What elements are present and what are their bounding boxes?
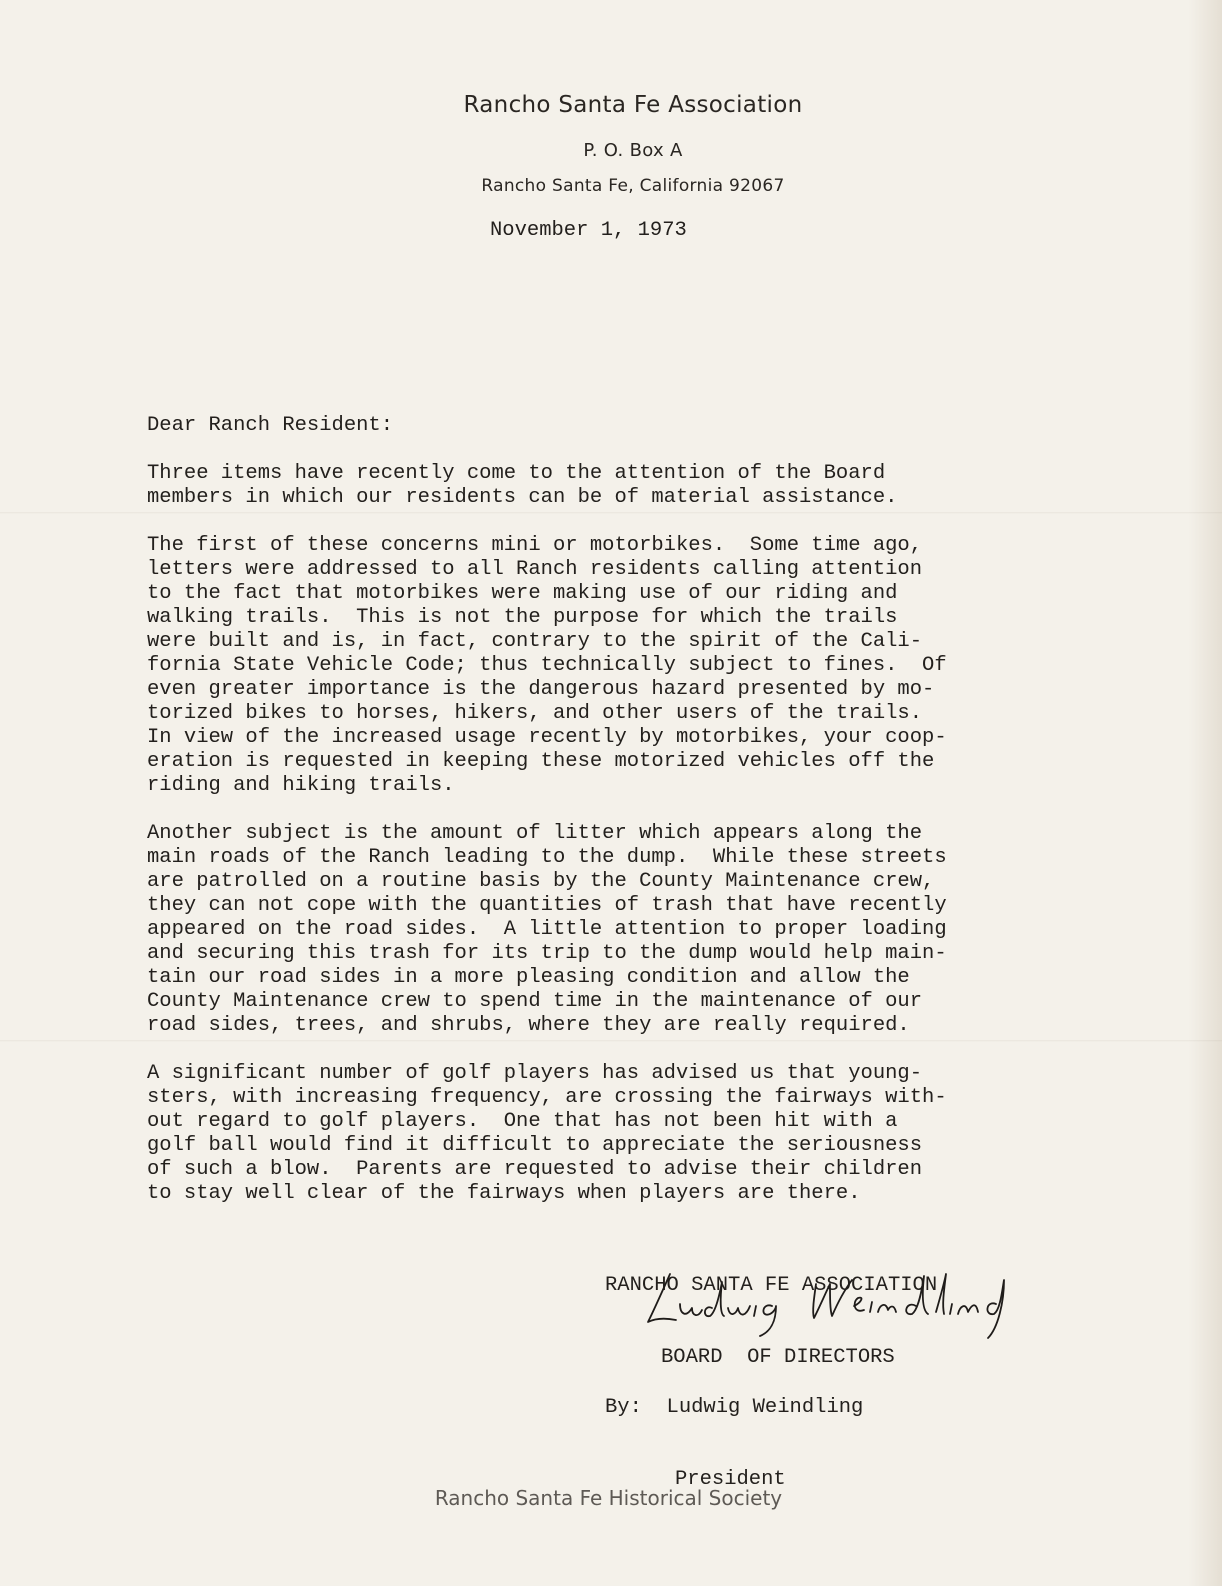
- signer-line: [605, 1396, 863, 1420]
- paragraph-golf: A significant number of golf players has advised us that young- sters, with increasing frequency, are crossing the fairways with- out regard to golf players. One that has not been hit with a golf ball would find it difficult to appreciate the seriousness of such a blow. Parents are requested to advise their children to stay well clear of the fairways when players are there.: [147, 1062, 947, 1205]
- by-label: By:: [605, 1396, 642, 1419]
- letterhead-address: Rancho Santa Fe, California 92067: [481, 176, 785, 196]
- signer-name: Ludwig Weindling: [666, 1396, 864, 1419]
- paragraph-litter: Another subject is the amount of litter which appears along the main roads of the Ranch leading to the dump. While these streets are patrolled on a routine basis by the County Maintenance crew, they can not cope with the quantities of trash that have recently appeared on the road sides. A little attention to proper loading and securing this trash for its trip to the dump would help main- tain our road sides in a more pleasing condition and allow the County Maintenance crew to spend time in the maintenance of our road sides, trees, and shrubs, where they are really required.: [147, 822, 947, 1037]
- paragraph-motorbikes: The first of these concerns mini or motorbikes. Some time ago, letters were addressed to all Ranch residents calling attention to the fact that motorbikes were making use of our riding and walking trails. This is not the purpose for which the trails were built and is, in fact, contrary to the spirit of the Cali- fornia State Vehicle Code; thus technically subject to fines. Of even greater importance is the dangerous hazard presented by mo- torized bikes to horses, hikers, and other users of the trails. In view of the increased usage recently by motorbikes, your coop- eration is requested in keeping these motorized vehicles off the riding and hiking trails.: [147, 534, 947, 797]
- closing-board: BOARD OF DIRECTORS: [661, 1346, 895, 1369]
- paper-fold: [0, 512, 1222, 514]
- letterhead-organization: Rancho Santa Fe Association: [463, 92, 803, 118]
- signer-title: President: [675, 1468, 786, 1491]
- signer-block: [605, 1348, 863, 1540]
- salutation: Dear Ranch Resident:: [147, 414, 394, 437]
- letter-date: November 1, 1973: [490, 219, 687, 242]
- letterhead-po-box: P. O. Box A: [583, 140, 683, 161]
- handwritten-signature: [640, 1262, 1080, 1342]
- paragraph-intro: Three items have recently come to the attention of the Board members in which our residents can be of material assistance.: [147, 462, 898, 509]
- closing-organization: RANCHO SANTA FE ASSOCIATION: [605, 1274, 938, 1297]
- watermark-footer: Rancho Santa Fe Historical Society: [434, 1486, 783, 1510]
- paper-fold: [0, 1040, 1222, 1042]
